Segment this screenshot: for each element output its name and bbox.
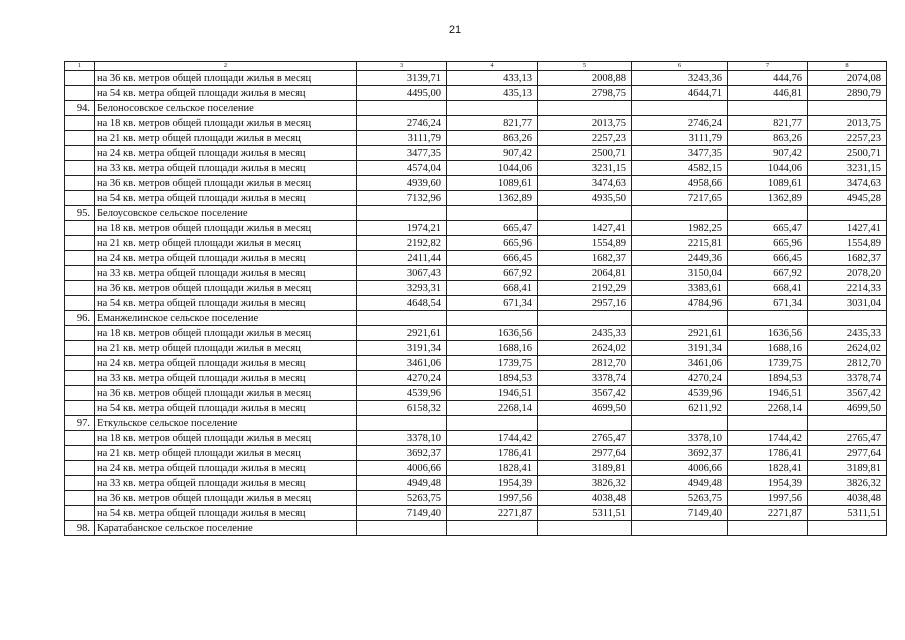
value-cell: 2215,81 — [632, 236, 728, 251]
value-cell: 1554,89 — [538, 236, 632, 251]
value-cell: 3692,37 — [357, 446, 447, 461]
empty-cell — [447, 521, 538, 536]
empty-cell — [65, 221, 95, 236]
column-header: 1 — [65, 62, 95, 71]
value-cell: 3826,32 — [538, 476, 632, 491]
empty-cell — [65, 266, 95, 281]
empty-cell — [808, 521, 887, 536]
value-cell: 1362,89 — [447, 191, 538, 206]
value-cell: 2013,75 — [538, 116, 632, 131]
value-cell: 665,96 — [728, 236, 808, 251]
value-cell: 671,34 — [728, 296, 808, 311]
value-cell: 3692,37 — [632, 446, 728, 461]
value-cell: 3191,34 — [357, 341, 447, 356]
empty-cell — [808, 311, 887, 326]
empty-cell — [357, 101, 447, 116]
value-cell: 6158,32 — [357, 401, 447, 416]
value-cell: 6211,92 — [632, 401, 728, 416]
value-cell: 7149,40 — [632, 506, 728, 521]
empty-cell — [65, 341, 95, 356]
row-label: на 24 кв. метра общей площади жилья в месяц — [95, 251, 357, 266]
table-row — [65, 401, 887, 416]
column-header-row — [65, 62, 887, 71]
table-row — [65, 491, 887, 506]
value-cell: 667,92 — [728, 266, 808, 281]
table-row — [65, 461, 887, 476]
value-cell: 3461,06 — [632, 356, 728, 371]
empty-cell — [728, 206, 808, 221]
value-cell: 3189,81 — [808, 461, 887, 476]
row-label: на 21 кв. метр общей площади жилья в месяц — [95, 446, 357, 461]
value-cell: 821,77 — [728, 116, 808, 131]
value-cell: 1682,37 — [808, 251, 887, 266]
row-label: на 21 кв. метр общей площади жилья в месяц — [95, 341, 357, 356]
value-cell: 3826,32 — [808, 476, 887, 491]
value-cell: 821,77 — [447, 116, 538, 131]
empty-cell — [357, 206, 447, 221]
row-label: на 24 кв. метра общей площади жилья в месяц — [95, 146, 357, 161]
settlement-name: Белоносовское сельское поселение — [95, 101, 357, 116]
empty-cell — [632, 101, 728, 116]
row-label: на 54 кв. метра общей площади жилья в месяц — [95, 296, 357, 311]
value-cell: 4270,24 — [632, 371, 728, 386]
value-cell: 4699,50 — [808, 401, 887, 416]
value-cell: 5263,75 — [632, 491, 728, 506]
value-cell: 3378,10 — [357, 431, 447, 446]
value-cell: 3191,34 — [632, 341, 728, 356]
value-cell: 907,42 — [447, 146, 538, 161]
value-cell: 3031,04 — [808, 296, 887, 311]
value-cell: 1744,42 — [728, 431, 808, 446]
value-cell: 1044,06 — [728, 161, 808, 176]
value-cell: 4935,50 — [538, 191, 632, 206]
value-cell: 5263,75 — [357, 491, 447, 506]
value-cell: 3189,81 — [538, 461, 632, 476]
empty-cell — [65, 191, 95, 206]
section-row — [65, 521, 887, 536]
value-cell: 1828,41 — [447, 461, 538, 476]
settlement-name: Белоусовское сельское поселение — [95, 206, 357, 221]
value-cell: 1744,42 — [447, 431, 538, 446]
empty-cell — [728, 311, 808, 326]
row-label: на 33 кв. метра общей площади жилья в месяц — [95, 161, 357, 176]
table-row — [65, 341, 887, 356]
value-cell: 3477,35 — [357, 146, 447, 161]
value-cell: 2449,36 — [632, 251, 728, 266]
table-row — [65, 176, 887, 191]
column-header: 7 — [728, 62, 808, 71]
empty-cell — [808, 206, 887, 221]
value-cell: 2435,33 — [808, 326, 887, 341]
row-label: на 24 кв. метра общей площади жилья в месяц — [95, 356, 357, 371]
empty-cell — [65, 176, 95, 191]
value-cell: 2812,70 — [538, 356, 632, 371]
value-cell: 2268,14 — [447, 401, 538, 416]
value-cell: 863,26 — [447, 131, 538, 146]
value-cell: 3461,06 — [357, 356, 447, 371]
value-cell: 3231,15 — [808, 161, 887, 176]
empty-cell — [65, 476, 95, 491]
value-cell: 1954,39 — [447, 476, 538, 491]
section-row — [65, 101, 887, 116]
value-cell: 433,13 — [447, 71, 538, 86]
empty-cell — [632, 521, 728, 536]
empty-cell — [447, 101, 538, 116]
value-cell: 435,13 — [447, 86, 538, 101]
row-label: на 21 кв. метр общей площади жилья в месяц — [95, 131, 357, 146]
value-cell: 1688,16 — [728, 341, 808, 356]
value-cell: 4495,00 — [357, 86, 447, 101]
value-cell: 1946,51 — [728, 386, 808, 401]
value-cell: 7217,65 — [632, 191, 728, 206]
empty-cell — [808, 101, 887, 116]
table-row — [65, 251, 887, 266]
value-cell: 4582,15 — [632, 161, 728, 176]
value-cell: 4945,28 — [808, 191, 887, 206]
section-row — [65, 311, 887, 326]
empty-cell — [728, 101, 808, 116]
value-cell: 2192,29 — [538, 281, 632, 296]
row-label: на 24 кв. метра общей площади жилья в месяц — [95, 461, 357, 476]
row-label: на 36 кв. метров общей площади жилья в месяц — [95, 176, 357, 191]
value-cell: 3150,04 — [632, 266, 728, 281]
empty-cell — [65, 131, 95, 146]
row-number: 95. — [65, 206, 95, 221]
empty-cell — [632, 206, 728, 221]
value-cell: 4958,66 — [632, 176, 728, 191]
value-cell: 2890,79 — [808, 86, 887, 101]
row-label: на 36 кв. метров общей площади жилья в месяц — [95, 281, 357, 296]
settlement-name: Каратабанское сельское поселение — [95, 521, 357, 536]
empty-cell — [447, 206, 538, 221]
table-row — [65, 86, 887, 101]
value-cell: 2977,64 — [808, 446, 887, 461]
value-cell: 1682,37 — [538, 251, 632, 266]
value-cell: 1739,75 — [728, 356, 808, 371]
empty-cell — [632, 416, 728, 431]
table-row — [65, 131, 887, 146]
value-cell: 3567,42 — [538, 386, 632, 401]
value-cell: 2271,87 — [728, 506, 808, 521]
value-cell: 1894,53 — [728, 371, 808, 386]
value-cell: 1982,25 — [632, 221, 728, 236]
value-cell: 4006,66 — [632, 461, 728, 476]
value-cell: 1786,41 — [728, 446, 808, 461]
row-label: на 21 кв. метр общей площади жилья в месяц — [95, 236, 357, 251]
row-number: 98. — [65, 521, 95, 536]
value-cell: 3231,15 — [538, 161, 632, 176]
value-cell: 1828,41 — [728, 461, 808, 476]
value-cell: 1997,56 — [447, 491, 538, 506]
table-row — [65, 266, 887, 281]
value-cell: 3378,10 — [632, 431, 728, 446]
empty-cell — [65, 146, 95, 161]
row-label: на 54 кв. метра общей площади жилья в месяц — [95, 191, 357, 206]
value-cell: 666,45 — [728, 251, 808, 266]
value-cell: 2078,20 — [808, 266, 887, 281]
value-cell: 7132,96 — [357, 191, 447, 206]
value-cell: 3567,42 — [808, 386, 887, 401]
table-row — [65, 506, 887, 521]
empty-cell — [65, 116, 95, 131]
empty-cell — [65, 251, 95, 266]
column-header: 4 — [447, 62, 538, 71]
value-cell: 2008,88 — [538, 71, 632, 86]
table-row — [65, 356, 887, 371]
row-number: 94. — [65, 101, 95, 116]
section-row — [65, 416, 887, 431]
empty-cell — [65, 356, 95, 371]
value-cell: 2746,24 — [632, 116, 728, 131]
table-row — [65, 386, 887, 401]
empty-cell — [538, 416, 632, 431]
value-cell: 1954,39 — [728, 476, 808, 491]
row-label: на 36 кв. метров общей площади жилья в месяц — [95, 386, 357, 401]
table-row — [65, 296, 887, 311]
empty-cell — [65, 446, 95, 461]
value-cell: 2921,61 — [357, 326, 447, 341]
value-cell: 4539,96 — [357, 386, 447, 401]
value-cell: 667,92 — [447, 266, 538, 281]
value-cell: 2268,14 — [728, 401, 808, 416]
value-cell: 3111,79 — [632, 131, 728, 146]
table-row — [65, 116, 887, 131]
empty-cell — [808, 416, 887, 431]
tariff-table — [64, 61, 887, 536]
empty-cell — [65, 326, 95, 341]
empty-cell — [538, 521, 632, 536]
row-label: на 33 кв. метра общей площади жилья в месяц — [95, 266, 357, 281]
value-cell: 1427,41 — [808, 221, 887, 236]
column-header: 6 — [632, 62, 728, 71]
value-cell: 4699,50 — [538, 401, 632, 416]
empty-cell — [65, 296, 95, 311]
value-cell: 671,34 — [447, 296, 538, 311]
table-row — [65, 191, 887, 206]
value-cell: 2812,70 — [808, 356, 887, 371]
row-label: на 36 кв. метров общей площади жилья в месяц — [95, 71, 357, 86]
empty-cell — [65, 431, 95, 446]
value-cell: 2977,64 — [538, 446, 632, 461]
value-cell: 3243,36 — [632, 71, 728, 86]
value-cell: 1427,41 — [538, 221, 632, 236]
value-cell: 2192,82 — [357, 236, 447, 251]
table-row — [65, 146, 887, 161]
value-cell: 444,76 — [728, 71, 808, 86]
value-cell: 2257,23 — [538, 131, 632, 146]
table-row — [65, 281, 887, 296]
value-cell: 1739,75 — [447, 356, 538, 371]
empty-cell — [357, 311, 447, 326]
empty-cell — [65, 236, 95, 251]
value-cell: 4038,48 — [538, 491, 632, 506]
value-cell: 3139,71 — [357, 71, 447, 86]
value-cell: 2921,61 — [632, 326, 728, 341]
empty-cell — [728, 416, 808, 431]
row-label: на 18 кв. метров общей площади жилья в месяц — [95, 431, 357, 446]
value-cell: 3293,31 — [357, 281, 447, 296]
value-cell: 4270,24 — [357, 371, 447, 386]
table-row — [65, 161, 887, 176]
value-cell: 1554,89 — [808, 236, 887, 251]
table-row — [65, 236, 887, 251]
empty-cell — [65, 86, 95, 101]
value-cell: 3378,74 — [808, 371, 887, 386]
value-cell: 2064,81 — [538, 266, 632, 281]
empty-cell — [65, 461, 95, 476]
empty-cell — [538, 101, 632, 116]
value-cell: 2074,08 — [808, 71, 887, 86]
empty-cell — [65, 281, 95, 296]
value-cell: 4949,48 — [357, 476, 447, 491]
value-cell: 3474,63 — [538, 176, 632, 191]
value-cell: 2500,71 — [808, 146, 887, 161]
value-cell: 2411,44 — [357, 251, 447, 266]
empty-cell — [65, 506, 95, 521]
row-label: на 33 кв. метра общей площади жилья в месяц — [95, 476, 357, 491]
value-cell: 1688,16 — [447, 341, 538, 356]
row-number: 97. — [65, 416, 95, 431]
value-cell: 7149,40 — [357, 506, 447, 521]
value-cell: 2500,71 — [538, 146, 632, 161]
value-cell: 2624,02 — [808, 341, 887, 356]
table-body — [65, 62, 887, 536]
value-cell: 665,96 — [447, 236, 538, 251]
value-cell: 4006,66 — [357, 461, 447, 476]
value-cell: 2746,24 — [357, 116, 447, 131]
empty-cell — [538, 206, 632, 221]
value-cell: 1089,61 — [447, 176, 538, 191]
value-cell: 1894,53 — [447, 371, 538, 386]
value-cell: 668,41 — [728, 281, 808, 296]
empty-cell — [65, 386, 95, 401]
row-label: на 33 кв. метра общей площади жилья в месяц — [95, 371, 357, 386]
value-cell: 4648,54 — [357, 296, 447, 311]
settlement-name: Еманжелинское сельское поселение — [95, 311, 357, 326]
settlement-name: Еткульское сельское поселение — [95, 416, 357, 431]
value-cell: 1362,89 — [728, 191, 808, 206]
row-label: на 54 кв. метра общей площади жилья в месяц — [95, 506, 357, 521]
value-cell: 1636,56 — [728, 326, 808, 341]
value-cell: 665,47 — [728, 221, 808, 236]
table-row — [65, 221, 887, 236]
column-header: 3 — [357, 62, 447, 71]
empty-cell — [632, 311, 728, 326]
row-label: на 18 кв. метров общей площади жилья в месяц — [95, 116, 357, 131]
value-cell: 2214,33 — [808, 281, 887, 296]
table-row — [65, 71, 887, 86]
value-cell: 1974,21 — [357, 221, 447, 236]
empty-cell — [357, 416, 447, 431]
value-cell: 1044,06 — [447, 161, 538, 176]
row-number: 96. — [65, 311, 95, 326]
value-cell: 2798,75 — [538, 86, 632, 101]
column-header: 2 — [95, 62, 357, 71]
row-label: на 18 кв. метров общей площади жилья в месяц — [95, 221, 357, 236]
table-row — [65, 371, 887, 386]
row-label: на 18 кв. метров общей площади жилья в месяц — [95, 326, 357, 341]
value-cell: 4784,96 — [632, 296, 728, 311]
value-cell: 2624,02 — [538, 341, 632, 356]
table-row — [65, 446, 887, 461]
value-cell: 2765,47 — [808, 431, 887, 446]
column-header: 5 — [538, 62, 632, 71]
value-cell: 3383,61 — [632, 281, 728, 296]
value-cell: 1089,61 — [728, 176, 808, 191]
value-cell: 4939,60 — [357, 176, 447, 191]
value-cell: 5311,51 — [538, 506, 632, 521]
value-cell: 3378,74 — [538, 371, 632, 386]
value-cell: 666,45 — [447, 251, 538, 266]
table-row — [65, 326, 887, 341]
value-cell: 2765,47 — [538, 431, 632, 446]
empty-cell — [65, 401, 95, 416]
value-cell: 665,47 — [447, 221, 538, 236]
value-cell: 1786,41 — [447, 446, 538, 461]
empty-cell — [65, 491, 95, 506]
value-cell: 4949,48 — [632, 476, 728, 491]
value-cell: 3067,43 — [357, 266, 447, 281]
value-cell: 1636,56 — [447, 326, 538, 341]
value-cell: 2957,16 — [538, 296, 632, 311]
value-cell: 3477,35 — [632, 146, 728, 161]
value-cell: 3111,79 — [357, 131, 447, 146]
value-cell: 668,41 — [447, 281, 538, 296]
empty-cell — [538, 311, 632, 326]
value-cell: 4574,04 — [357, 161, 447, 176]
value-cell: 3474,63 — [808, 176, 887, 191]
column-header: 8 — [808, 62, 887, 71]
value-cell: 907,42 — [728, 146, 808, 161]
value-cell: 4038,48 — [808, 491, 887, 506]
empty-cell — [65, 371, 95, 386]
value-cell: 4644,71 — [632, 86, 728, 101]
section-row — [65, 206, 887, 221]
table-row — [65, 431, 887, 446]
empty-cell — [357, 521, 447, 536]
row-label: на 54 кв. метра общей площади жилья в месяц — [95, 86, 357, 101]
value-cell: 2013,75 — [808, 116, 887, 131]
page-number: 21 — [448, 24, 462, 36]
value-cell: 2271,87 — [447, 506, 538, 521]
value-cell: 1946,51 — [447, 386, 538, 401]
empty-cell — [65, 71, 95, 86]
value-cell: 4539,96 — [632, 386, 728, 401]
empty-cell — [728, 521, 808, 536]
value-cell: 2435,33 — [538, 326, 632, 341]
row-label: на 36 кв. метров общей площади жилья в месяц — [95, 491, 357, 506]
empty-cell — [65, 161, 95, 176]
value-cell: 2257,23 — [808, 131, 887, 146]
value-cell: 1997,56 — [728, 491, 808, 506]
empty-cell — [447, 416, 538, 431]
row-label: на 54 кв. метра общей площади жилья в месяц — [95, 401, 357, 416]
value-cell: 5311,51 — [808, 506, 887, 521]
value-cell: 446,81 — [728, 86, 808, 101]
value-cell: 863,26 — [728, 131, 808, 146]
empty-cell — [447, 311, 538, 326]
table-row — [65, 476, 887, 491]
